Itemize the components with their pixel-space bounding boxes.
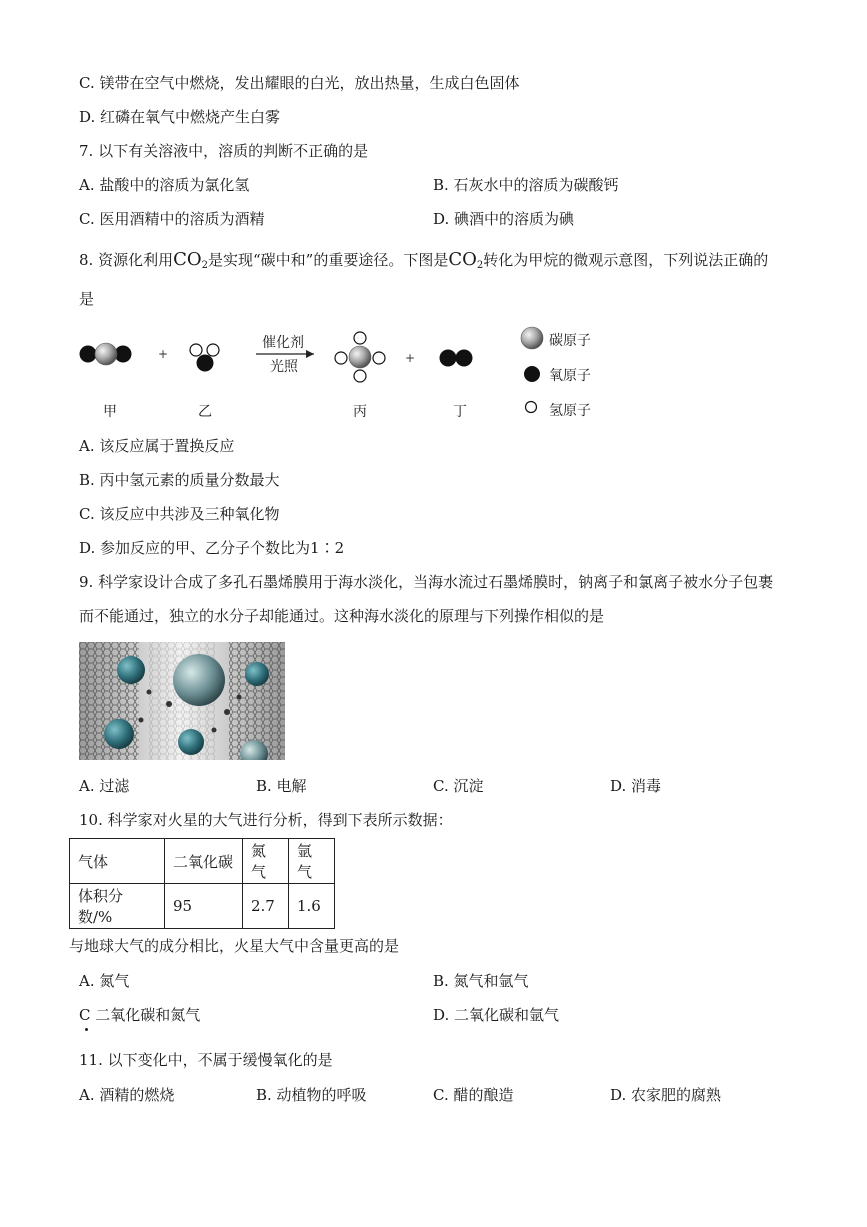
table-cell: 体积分数/% (70, 884, 165, 929)
q7-option-b: B. 石灰水中的溶质为碳酸钙 (433, 176, 619, 194)
q10-option-b: B. 氮气和氩气 (433, 972, 529, 990)
legend-carbon: 碳原子 (549, 333, 591, 349)
q8-stem-pre: 8. 资源化利用 (79, 251, 174, 269)
q7-option-c: C. 医用酒精中的溶质为酒精 (79, 210, 265, 228)
label-ding: 丁 (453, 404, 467, 420)
legend-hydrogen: 氢原子 (549, 403, 591, 419)
co2-formula: $CO_2$ (173, 249, 208, 271)
q11-option-c: C. 醋的酿造 (433, 1086, 514, 1104)
q11-option-b: B. 动植物的呼吸 (256, 1086, 367, 1104)
label-yi: 乙 (198, 404, 212, 420)
table-row (70, 884, 335, 929)
q9-option-d: D. 消毒 (610, 777, 662, 795)
q8-stem (79, 250, 768, 276)
q11-option-a: A. 酒精的燃烧 (79, 1086, 175, 1104)
q9-stem-line2: 而不能通过，独立的水分子却能通过。这种海水淡化的原理与下列操作相似的是 (79, 607, 605, 625)
stray-dot (85, 1028, 88, 1031)
table-cell: 二氧化碳 (165, 839, 243, 884)
q8-option-c: C. 该反应中共涉及三种氧化物 (79, 505, 280, 523)
q9-stem-line1: 9. 科学家设计合成了多孔石墨烯膜用于海水淡化，当海水流过石墨烯膜时，钠离子和氯离子被水分子包裹 (79, 573, 774, 591)
q9-option-b: B. 电解 (256, 777, 307, 795)
label-bing: 丙 (353, 404, 367, 420)
mars-atmosphere-table (69, 838, 335, 929)
table-header-row (70, 839, 335, 884)
legend-oxygen: 氧原子 (549, 368, 591, 384)
q11-option-d: D. 农家肥的腐熟 (610, 1086, 722, 1104)
q10-stem: 10. 科学家对火星的大气进行分析，得到下表所示数据： (79, 811, 453, 829)
catalyst-label: 催化剂 (262, 335, 304, 351)
q8-option-a: A. 该反应属于置换反应 (79, 437, 235, 455)
q6-option-d: D. 红磷在氧气中燃烧产生白雾 (79, 108, 281, 126)
q8-option-b: B. 丙中氢元素的质量分数最大 (79, 471, 280, 489)
graphene-membrane-image (79, 642, 285, 760)
molecule-ding-o2 (440, 350, 473, 367)
q6-option-c: C. 镁带在空气中燃烧，发出耀眼的白光，放出热量，生成白色固体 (79, 74, 520, 92)
table-cell: 氮气 (243, 839, 289, 884)
plus-sign: + (405, 351, 416, 365)
q7-stem: 7. 以下有关溶液中，溶质的判断不正确的是 (79, 142, 369, 160)
table-cell: 气体 (70, 839, 165, 884)
q8-stem-mid: 是实现“碳中和”的重要途径。下图是 (208, 251, 449, 269)
reaction-diagram (70, 325, 630, 395)
oxygen-atom-icon (524, 366, 540, 382)
q10-followup: 与地球大气的成分相比，火星大气中含量更高的是 (69, 937, 400, 955)
table-cell: 1.6 (289, 884, 335, 929)
molecule-yi-h2o (190, 344, 219, 372)
q7-option-d: D. 碘酒中的溶质为碘 (433, 210, 575, 228)
carbon-atom-icon (521, 327, 543, 349)
molecule-bing-ch4 (335, 332, 385, 382)
co2-formula: $CO_2$ (448, 249, 484, 271)
q8-stem-line2: 是 (79, 290, 95, 308)
hydrogen-atom-icon (524, 400, 538, 414)
plus-sign: + (158, 347, 169, 361)
q10-option-a: A. 氮气 (79, 972, 130, 990)
q11-stem: 11. 以下变化中，不属于缓慢氧化的是 (79, 1051, 333, 1069)
label-jia: 甲 (103, 404, 117, 420)
q8-stem-post: 转化为甲烷的微观示意图，下列说法正确的 (483, 251, 769, 269)
q9-option-c: C. 沉淀 (433, 777, 484, 795)
q9-option-a: A. 过滤 (79, 777, 130, 795)
q10-option-d: D. 二氧化碳和氩气 (433, 1006, 560, 1024)
q10-option-c: C 二氧化碳和氮气 (79, 1006, 201, 1024)
light-label: 光照 (270, 359, 298, 375)
molecule-jia-co2 (80, 343, 132, 365)
table-cell: 氩气 (289, 839, 335, 884)
table-cell: 2.7 (243, 884, 289, 929)
q7-option-a: A. 盐酸中的溶质为氯化氢 (79, 176, 250, 194)
table-cell: 95 (165, 884, 243, 929)
q8-option-d: D. 参加反应的甲、乙分子个数比为1∶2 (79, 539, 345, 557)
